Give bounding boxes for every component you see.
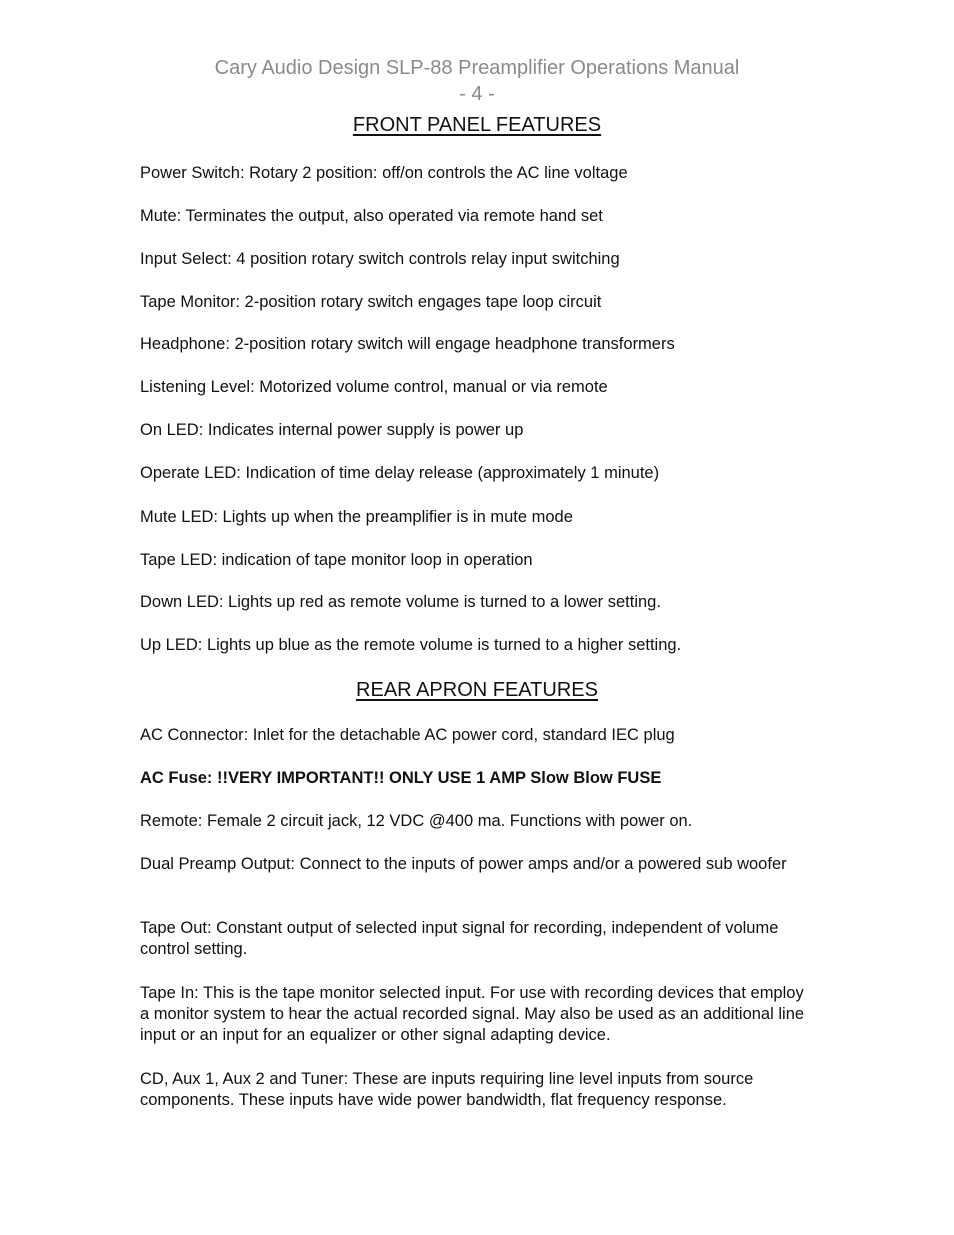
front-item-listening-level: Listening Level: Motorized volume control, manual or via remote [140,378,608,396]
rear-item-ac-fuse-warning: AC Fuse: !!VERY IMPORTANT!! ONLY USE 1 AMP Slow Blow FUSE [140,769,662,787]
rear-item-dual-preamp-output: Dual Preamp Output: Connect to the inputs of power amps and/or a powered sub woofer [140,855,787,873]
front-item-tape-monitor: Tape Monitor: 2-position rotary switch engages tape loop circuit [140,293,602,311]
front-item-power-switch: Power Switch: Rotary 2 position: off/on controls the AC line voltage [140,164,628,182]
front-item-headphone: Headphone: 2-position rotary switch will engage headphone transformers [140,335,675,353]
front-item-down-led: Down LED: Lights up red as remote volume is turned to a lower setting. [140,593,661,611]
rear-item-ac-connector: AC Connector: Inlet for the detachable AC power cord, standard IEC plug [140,726,675,744]
rear-item-inputs: CD, Aux 1, Aux 2 and Tuner: These are inputs requiring line level inputs from source components. These inputs have wide power bandwidth, flat frequency response. [140,1070,754,1109]
rear-item-tape-in: Tape In: This is the tape monitor selected input. For use with recording devices that employ a monitor system to hear the actual recorded signal. May also be used as an additional line input or an input for an equalizer or other signal adapting device. [140,984,805,1044]
front-item-input-select: Input Select: 4 position rotary switch controls relay input switching [140,250,620,268]
rear-item-remote: Remote: Female 2 circuit jack, 12 VDC @400 ma. Functions with power on. [140,812,693,830]
rear-item-tape-out: Tape Out: Constant output of selected input signal for recording, independent of volume control setting. [140,919,779,958]
front-item-operate-led: Operate LED: Indication of time delay release (approximately 1 minute) [140,464,660,482]
page-number: - 4 - [459,83,495,105]
front-item-on-led: On LED: Indicates internal power supply is power up [140,421,524,439]
manual-title: Cary Audio Design SLP-88 Preamplifier Operations Manual [214,57,740,79]
front-item-tape-led: Tape LED: indication of tape monitor loop in operation [140,551,533,569]
rear-apron-heading: REAR APRON FEATURES [356,679,598,701]
front-item-mute-led: Mute LED: Lights up when the preamplifier is in mute mode [140,508,573,526]
front-item-up-led: Up LED: Lights up blue as the remote volume is turned to a higher setting. [140,636,682,654]
front-item-mute: Mute: Terminates the output, also operated via remote hand set [140,207,603,225]
front-panel-heading: FRONT PANEL FEATURES [352,114,602,136]
